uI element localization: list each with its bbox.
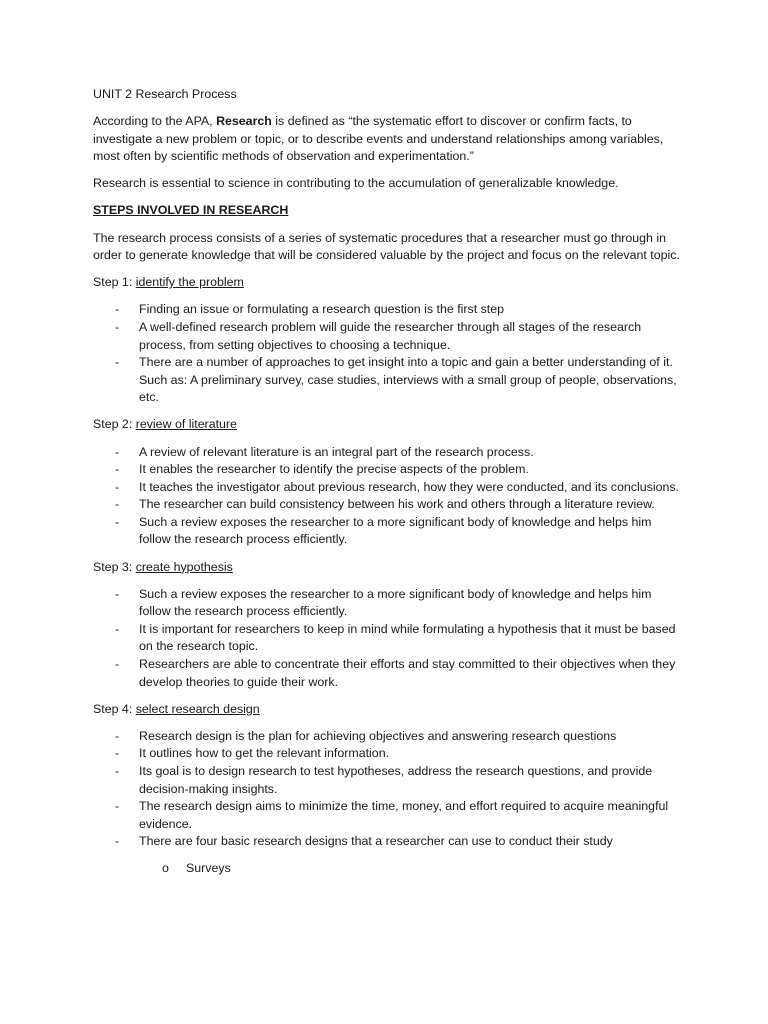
step-3-prefix: Step 3: bbox=[93, 559, 136, 574]
list-item bbox=[93, 479, 683, 497]
step-1-name: identify the problem bbox=[135, 275, 244, 290]
dash-bullet-icon: - bbox=[115, 319, 120, 334]
step-1-prefix: Step 1: bbox=[93, 275, 136, 290]
list-item bbox=[93, 301, 683, 319]
step-1-label bbox=[93, 274, 683, 292]
list-item-text: Such a review exposes the researcher to a more significant body of knowledge and helps him follow the research process efficiently. bbox=[139, 586, 652, 619]
definition-suffix: is defined as “the systematic effort to discover or confirm facts, to investigate a new problem or topic, or to describe events and understand relationships among variables, most often by scientific methods of observation and experimentation.” bbox=[93, 114, 664, 164]
circle-bullet-icon: o bbox=[162, 861, 169, 876]
list-item-text: The researcher can build consistency between his work and others through a literature review. bbox=[139, 497, 655, 512]
apa-definition-paragraph bbox=[93, 113, 683, 166]
step-4-prefix: Step 4: bbox=[93, 701, 136, 716]
step-4-name: select research design bbox=[135, 701, 260, 716]
dash-bullet-icon: - bbox=[115, 728, 120, 743]
list-item bbox=[93, 798, 683, 833]
list-item bbox=[93, 496, 683, 514]
step-4-bullets bbox=[93, 728, 683, 851]
dash-bullet-icon: - bbox=[115, 586, 120, 601]
step-3-label bbox=[93, 559, 683, 577]
list-item-text: Research design is the plan for achieving objectives and answering research questions bbox=[139, 728, 617, 743]
step-2-label bbox=[93, 416, 683, 434]
dash-bullet-icon: - bbox=[115, 657, 120, 672]
list-item bbox=[93, 833, 683, 851]
essential-paragraph: Research is essential to science in contributing to the accumulation of generalizable knowledge. bbox=[93, 176, 619, 191]
document-page bbox=[93, 86, 683, 878]
list-item-text: There are four basic research designs that a researcher can use to conduct their study bbox=[139, 834, 613, 849]
steps-heading: STEPS INVOLVED IN RESEARCH bbox=[93, 203, 289, 218]
list-item-text: The research design aims to minimize the time, money, and effort required to acquire meaningful evidence. bbox=[139, 799, 669, 831]
document-title: UNIT 2 Research Process bbox=[93, 87, 237, 101]
step-4-label bbox=[93, 701, 683, 719]
dash-bullet-icon: - bbox=[115, 746, 120, 761]
dash-bullet-icon: - bbox=[115, 497, 120, 512]
list-item-text: It enables the researcher to identify the precise aspects of the problem. bbox=[139, 462, 529, 477]
list-item-text: Such a review exposes the researcher to a more significant body of knowledge and helps him follow the research process efficiently. bbox=[139, 514, 652, 547]
list-item bbox=[93, 586, 683, 621]
step-4-sub-bullets bbox=[93, 860, 683, 878]
dash-bullet-icon: - bbox=[115, 302, 120, 317]
dash-bullet-icon: - bbox=[115, 834, 120, 849]
definition-prefix: According to the APA, bbox=[93, 114, 217, 129]
step-2-bullets bbox=[93, 444, 683, 550]
list-item bbox=[93, 319, 683, 354]
list-item-text: It is important for researchers to keep in mind while formulating a hypothesis that it must be based on the research topic. bbox=[139, 621, 676, 654]
list-item-text: There are a number of approaches to get insight into a topic and gain a better understanding of it. Such as: A preliminary survey, case studies, interviews with a small group of people, observations, etc. bbox=[139, 355, 677, 405]
dash-bullet-icon: - bbox=[115, 799, 120, 814]
step-2-prefix: Step 2: bbox=[93, 417, 136, 432]
list-item bbox=[93, 621, 683, 656]
list-item-text: It teaches the investigator about previous research, how they were conducted, and its conclusions. bbox=[139, 479, 679, 494]
list-item bbox=[93, 354, 683, 407]
dash-bullet-icon: - bbox=[115, 462, 120, 477]
intro-paragraph: The research process consists of a series of systematic procedures that a researcher must go through in order to generate knowledge that will be considered valuable by the project and focus on the relevant topic. bbox=[93, 230, 680, 263]
list-item-text: Its goal is to design research to test hypotheses, address the research questions, and provide decision-making insights. bbox=[139, 764, 653, 796]
sub-list-item-text: Surveys bbox=[186, 861, 231, 876]
dash-bullet-icon: - bbox=[115, 479, 120, 494]
step-1-bullets bbox=[93, 301, 683, 407]
list-item bbox=[93, 656, 683, 691]
list-item bbox=[93, 444, 683, 462]
dash-bullet-icon: - bbox=[115, 355, 120, 370]
list-item bbox=[93, 514, 683, 549]
list-item-text: Finding an issue or formulating a research question is the first step bbox=[139, 302, 505, 317]
list-item bbox=[93, 763, 683, 798]
list-item-text: A review of relevant literature is an integral part of the research process. bbox=[139, 444, 534, 459]
list-item bbox=[93, 728, 683, 746]
dash-bullet-icon: - bbox=[115, 444, 120, 459]
dash-bullet-icon: - bbox=[115, 764, 120, 778]
list-item bbox=[93, 461, 683, 479]
dash-bullet-icon: - bbox=[115, 621, 120, 636]
dash-bullet-icon: - bbox=[115, 514, 120, 529]
list-item-text: Researchers are able to concentrate their efforts and stay committed to their objectives when they develop theories to guide their work. bbox=[139, 657, 676, 689]
definition-term: Research bbox=[216, 114, 272, 129]
list-item-text: It outlines how to get the relevant information. bbox=[139, 746, 390, 761]
step-3-name: create hypothesis bbox=[135, 559, 233, 574]
list-item-text: A well-defined research problem will guide the researcher through all stages of the research process, from setting objectives to choosing a technique. bbox=[139, 319, 642, 352]
step-2-name: review of literature bbox=[135, 417, 237, 432]
list-item bbox=[93, 745, 683, 763]
sub-list-item bbox=[93, 860, 683, 878]
step-3-bullets bbox=[93, 586, 683, 692]
